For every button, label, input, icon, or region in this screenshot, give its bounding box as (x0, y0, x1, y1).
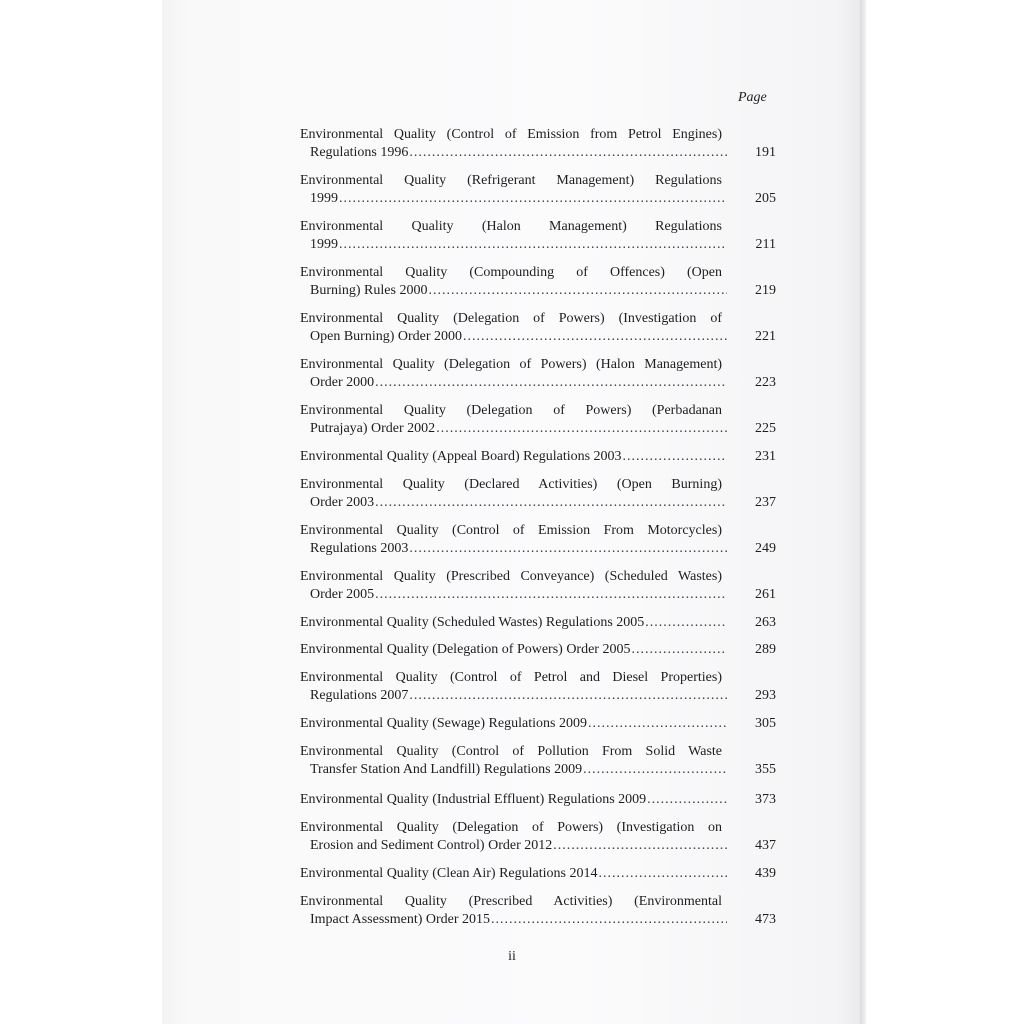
toc-entry-page-number: 305 (755, 716, 776, 731)
toc-entry-title-line2: Order 2003 (310, 495, 375, 510)
toc-entry[interactable] (300, 865, 776, 883)
toc-entry-title-line1: Environmental Quality (Control of Emission From Motorcycles) (300, 523, 722, 538)
dot-leader (339, 190, 727, 208)
dot-leader (588, 715, 727, 733)
toc-entry-title-line1: Environmental Quality (Delegation of Powers) (Investigation on (300, 820, 722, 835)
toc-entry-title-line1: Environmental Quality (Delegation of Powers) (Investigation of (300, 311, 722, 326)
toc-entry-leader-line (300, 374, 776, 392)
toc-entry-title-line1: Environmental Quality (Control of Petrol and Diesel Properties) (300, 670, 722, 685)
toc-entry-page-number: 223 (755, 375, 776, 390)
dot-leader (409, 540, 727, 558)
toc-entry-page-number: 293 (755, 688, 776, 703)
toc-entry[interactable] (300, 568, 776, 604)
toc-entry-page-number: 473 (755, 912, 776, 927)
toc-entry[interactable] (300, 819, 776, 855)
toc-entry[interactable] (300, 402, 776, 438)
toc-entry-title-line2: Order 2005 (310, 587, 375, 602)
toc-entry[interactable] (300, 743, 776, 779)
toc-entry[interactable] (300, 218, 776, 254)
dot-leader (409, 144, 727, 162)
toc-entry-page-number: 261 (755, 587, 776, 602)
toc-entry-title-line2: Regulations 2003 (310, 541, 409, 556)
toc-entry-leader-line (300, 614, 776, 632)
toc-entry[interactable] (300, 264, 776, 300)
page-folio: ii (508, 949, 516, 964)
toc-entry[interactable] (300, 522, 776, 558)
toc-entry-title-line2: Environmental Quality (Appeal Board) Regulations 2003 (300, 449, 622, 464)
toc-entry-title-line2: Environmental Quality (Clean Air) Regulations 2014 (300, 866, 598, 881)
toc-entry[interactable] (300, 641, 776, 659)
table-of-contents (300, 116, 776, 929)
toc-entry-page-number: 225 (755, 421, 776, 436)
toc-entry-title-line2: Environmental Quality (Delegation of Powers) Order 2005 (300, 642, 631, 657)
toc-entry-page-number: 289 (755, 642, 776, 657)
toc-entry-page-number: 437 (755, 838, 776, 853)
dot-leader (647, 791, 727, 809)
toc-entry[interactable] (300, 791, 776, 809)
toc-entry-leader-line (300, 715, 776, 733)
toc-entry[interactable] (300, 126, 776, 162)
toc-entry-title-line2: Regulations 2007 (310, 688, 409, 703)
toc-entry-title-line1: Environmental Quality (Refrigerant Management) Regulations (300, 173, 722, 188)
toc-entry-leader-line (300, 282, 776, 300)
toc-entry-title-line2: Order 2000 (310, 375, 375, 390)
toc-entry[interactable] (300, 356, 776, 392)
toc-entry-leader-line (300, 761, 776, 779)
dot-leader (463, 328, 727, 346)
toc-entry-leader-line (300, 687, 776, 705)
toc-entry-page-number: 219 (755, 283, 776, 298)
toc-entry-page-number: 355 (755, 762, 776, 777)
toc-entry[interactable] (300, 614, 776, 632)
dot-leader (631, 641, 727, 659)
dot-leader (491, 911, 727, 929)
toc-entry-title-line2: Environmental Quality (Industrial Effluent) Regulations 2009 (300, 792, 647, 807)
toc-entry[interactable] (300, 172, 776, 208)
toc-entry[interactable] (300, 893, 776, 929)
toc-entry-page-number: 191 (755, 145, 776, 160)
dot-leader (553, 837, 727, 855)
toc-entry-title-line2: Putrajaya) Order 2002 (310, 421, 436, 436)
toc-entry-leader-line (300, 328, 776, 346)
toc-entry-leader-line (300, 494, 776, 512)
toc-entry-leader-line (300, 236, 776, 254)
dot-leader (409, 687, 727, 705)
toc-entry-title-line2: Erosion and Sediment Control) Order 2012 (310, 838, 553, 853)
toc-entry-leader-line (300, 865, 776, 883)
toc-entry-leader-line (300, 540, 776, 558)
toc-entry-page-number: 205 (755, 191, 776, 206)
toc-entry-title-line2: Environmental Quality (Scheduled Wastes) Regulations 2005 (300, 615, 645, 630)
dot-leader (583, 761, 727, 779)
toc-entry-title-line1: Environmental Quality (Compounding of Offences) (Open (300, 265, 722, 280)
dot-leader (645, 614, 727, 632)
toc-entry-title-line1: Environmental Quality (Control of Emission from Petrol Engines) (300, 127, 722, 142)
toc-entry-title-line1: Environmental Quality (Control of Pollution From Solid Waste (300, 744, 722, 759)
toc-entry-title-line2: Environmental Quality (Sewage) Regulations 2009 (300, 716, 587, 731)
toc-entry[interactable] (300, 448, 776, 466)
toc-entry-page-number: 221 (755, 329, 776, 344)
dot-leader (339, 236, 727, 254)
page-column-header: Page (738, 90, 767, 105)
toc-entry-title-line1: Environmental Quality (Prescribed Conveyance) (Scheduled Wastes) (300, 569, 722, 584)
toc-entry-title-line2: 1999 (310, 237, 338, 252)
toc-entry-title-line1: Environmental Quality (Delegation of Powers) (Perbadanan (300, 403, 722, 418)
toc-entry-leader-line (300, 586, 776, 604)
toc-entry-title-line1: Environmental Quality (Declared Activities) (Open Burning) (300, 477, 722, 492)
toc-entry-leader-line (300, 837, 776, 855)
toc-entry-title-line1: Environmental Quality (Delegation of Powers) (Halon Management) (300, 357, 722, 372)
toc-entry-leader-line (300, 144, 776, 162)
toc-entry-title-line2: Burning) Rules 2000 (310, 283, 428, 298)
toc-entry[interactable] (300, 669, 776, 705)
toc-entry-title-line2: Transfer Station And Landfill) Regulations 2009 (310, 762, 583, 777)
dot-leader (436, 420, 727, 438)
toc-entry-leader-line (300, 911, 776, 929)
toc-entry-title-line2: 1999 (310, 191, 338, 206)
page-edge-shadow (860, 0, 866, 1024)
toc-entry-page-number: 439 (755, 866, 776, 881)
toc-entry-leader-line (300, 448, 776, 466)
toc-entry-leader-line (300, 791, 776, 809)
toc-entry-title-line2: Open Burning) Order 2000 (310, 329, 463, 344)
toc-entry-page-number: 263 (755, 615, 776, 630)
dot-leader (623, 448, 727, 466)
dot-leader (375, 374, 727, 392)
toc-entry-title-line2: Regulations 1996 (310, 145, 409, 160)
toc-entry-page-number: 237 (755, 495, 776, 510)
dot-leader (375, 586, 727, 604)
toc-entry[interactable] (300, 310, 776, 346)
toc-entry[interactable] (300, 476, 776, 512)
toc-entry-page-number: 249 (755, 541, 776, 556)
toc-entry-page-number: 373 (755, 792, 776, 807)
toc-entry-leader-line (300, 641, 776, 659)
toc-entry-title-line1: Environmental Quality (Prescribed Activities) (Environmental (300, 894, 722, 909)
toc-entry-page-number: 211 (755, 237, 776, 252)
toc-entry-title-line1: Environmental Quality (Halon Management) Regulations (300, 219, 722, 234)
dot-leader (375, 494, 727, 512)
toc-entry-title-line2: Impact Assessment) Order 2015 (310, 912, 491, 927)
toc-entry-page-number: 231 (755, 449, 776, 464)
toc-entry[interactable] (300, 715, 776, 733)
dot-leader (598, 865, 727, 883)
toc-entry-leader-line (300, 190, 776, 208)
dot-leader (428, 282, 727, 300)
toc-entry-leader-line (300, 420, 776, 438)
